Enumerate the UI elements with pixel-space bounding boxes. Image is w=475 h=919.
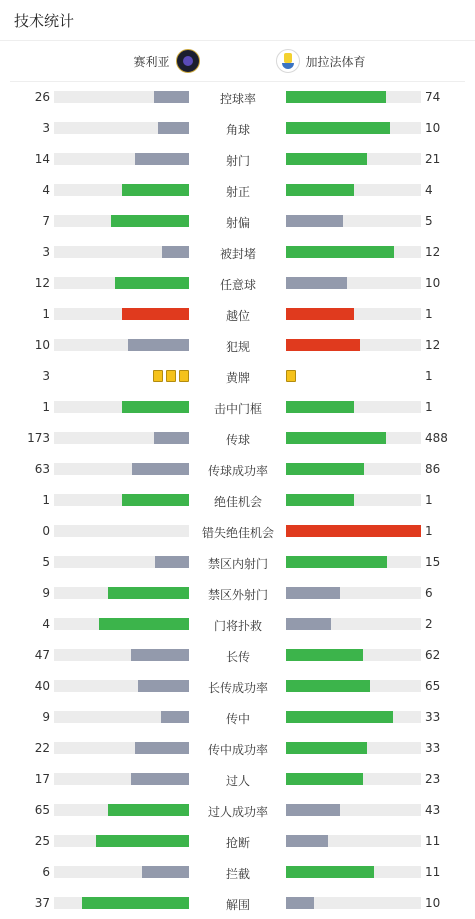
stat-row	[0, 268, 475, 299]
home-stat-value: 5	[42, 555, 50, 569]
home-stat-bar	[54, 742, 189, 754]
home-stat-value: 26	[34, 90, 50, 104]
home-stat-bar	[54, 494, 189, 506]
stat-row	[0, 82, 475, 113]
stat-label: 角球	[225, 123, 250, 137]
stat-row	[0, 330, 475, 361]
home-stat-bar-fill	[142, 866, 189, 878]
away-stat-bar-fill	[286, 866, 374, 878]
home-stat-value: 173	[27, 431, 50, 445]
home-stat-value: 4	[42, 183, 50, 197]
home-stat-bar	[54, 308, 189, 320]
home-stat-value: 65	[34, 803, 50, 817]
stat-label: 解围	[225, 898, 250, 912]
away-stat-value: 23	[425, 772, 441, 786]
home-stat-bar-fill	[96, 835, 189, 847]
away-yellow-cards	[286, 370, 296, 382]
away-stat-value: 10	[425, 276, 441, 290]
away-stat-bar	[286, 246, 421, 258]
home-stat-bar-fill	[131, 649, 189, 661]
away-stat-bar-fill	[286, 308, 354, 320]
home-stat-value: 12	[34, 276, 50, 290]
stat-row	[0, 237, 475, 268]
stat-row	[0, 361, 475, 392]
home-stat-bar	[54, 525, 189, 537]
away-stat-value: 1	[425, 369, 433, 383]
away-stat-bar	[286, 587, 421, 599]
home-stat-bar-fill	[122, 494, 190, 506]
away-stat-value: 86	[425, 462, 441, 476]
home-team[interactable]	[10, 49, 250, 73]
home-stat-bar	[54, 866, 189, 878]
away-stat-bar	[286, 401, 421, 413]
away-stat-value: 33	[425, 710, 441, 724]
away-stat-bar	[286, 122, 421, 134]
stat-row	[0, 547, 475, 578]
away-stat-bar	[286, 184, 421, 196]
away-stat-bar	[286, 618, 421, 630]
home-stat-value: 63	[34, 462, 50, 476]
away-stat-bar	[286, 91, 421, 103]
stat-label: 绝佳机会	[213, 495, 262, 509]
stat-label: 禁区外射门	[207, 588, 268, 602]
yellow-card-icon	[179, 370, 189, 382]
away-stat-bar-fill	[286, 773, 363, 785]
home-stat-bar-fill	[154, 91, 189, 103]
stat-label: 射正	[225, 185, 250, 199]
home-stat-bar-fill	[108, 587, 189, 599]
home-stat-bar	[54, 463, 189, 475]
home-stat-bar	[54, 122, 189, 134]
home-stat-bar	[54, 91, 189, 103]
away-stat-bar	[286, 742, 421, 754]
home-stat-bar-fill	[82, 897, 189, 909]
away-stat-bar	[286, 804, 421, 816]
stat-label: 传中	[225, 712, 250, 726]
home-stat-bar-fill	[138, 680, 189, 692]
away-stat-bar-fill	[286, 277, 347, 289]
away-team[interactable]	[250, 49, 466, 73]
home-stat-bar-fill	[158, 122, 189, 134]
away-stat-bar	[286, 215, 421, 227]
stat-label: 犯规	[225, 340, 250, 354]
away-stat-value: 33	[425, 741, 441, 755]
away-stat-bar-fill	[286, 246, 394, 258]
away-stat-bar	[286, 835, 421, 847]
away-stat-bar	[286, 153, 421, 165]
home-stat-value: 4	[42, 617, 50, 631]
away-stat-bar	[286, 463, 421, 475]
home-stat-value: 10	[34, 338, 50, 352]
home-stat-bar	[54, 556, 189, 568]
away-stat-bar-fill	[286, 742, 367, 754]
stat-row	[0, 609, 475, 640]
away-stat-value: 488	[425, 431, 448, 445]
away-stat-value: 11	[425, 834, 441, 848]
home-stat-value: 1	[42, 493, 50, 507]
home-stat-bar	[54, 680, 189, 692]
home-stat-bar	[54, 711, 189, 723]
stat-row	[0, 144, 475, 175]
stat-label: 长传	[225, 650, 250, 664]
stat-label: 黄牌	[225, 371, 250, 385]
stat-label: 长传成功率	[207, 681, 268, 695]
away-stat-value: 62	[425, 648, 441, 662]
away-stat-bar-fill	[286, 432, 386, 444]
away-stat-value: 5	[425, 214, 433, 228]
away-stat-bar-fill	[286, 525, 421, 537]
stat-row	[0, 764, 475, 795]
away-stat-bar-fill	[286, 680, 370, 692]
stat-label: 控球率	[219, 92, 256, 106]
stat-label: 射门	[225, 154, 250, 168]
stat-label: 禁区内射门	[207, 557, 268, 571]
home-stat-bar	[54, 618, 189, 630]
away-stat-value: 6	[425, 586, 433, 600]
stat-label: 抢断	[225, 836, 250, 850]
stat-label: 射偏	[225, 216, 250, 230]
away-stat-bar-fill	[286, 835, 328, 847]
home-stat-bar	[54, 153, 189, 165]
teams-bar	[10, 41, 465, 82]
stat-label: 过人成功率	[207, 805, 268, 819]
home-stat-value: 9	[42, 710, 50, 724]
home-stat-bar	[54, 835, 189, 847]
away-team-crest-icon	[276, 49, 300, 73]
home-stat-value: 22	[34, 741, 50, 755]
home-stat-bar	[54, 339, 189, 351]
away-team-name: 加拉法体育	[305, 54, 366, 69]
away-stat-bar-fill	[286, 122, 390, 134]
home-stat-bar	[54, 246, 189, 258]
home-stat-value: 3	[42, 369, 50, 383]
home-stat-bar	[54, 649, 189, 661]
away-stat-bar	[286, 525, 421, 537]
stat-label: 传球成功率	[207, 464, 268, 478]
home-stat-bar-fill	[162, 246, 189, 258]
stat-row	[0, 888, 475, 919]
home-stat-bar-fill	[135, 153, 189, 165]
home-stat-value: 3	[42, 245, 50, 259]
home-stat-bar-fill	[135, 742, 189, 754]
home-stat-bar	[54, 432, 189, 444]
home-stat-bar-fill	[155, 556, 189, 568]
home-stat-value: 7	[42, 214, 50, 228]
stat-row	[0, 733, 475, 764]
stat-row	[0, 392, 475, 423]
away-stat-value: 21	[425, 152, 441, 166]
stat-row	[0, 516, 475, 547]
stat-row	[0, 299, 475, 330]
home-stat-bar-fill	[122, 184, 190, 196]
away-stat-bar-fill	[286, 587, 340, 599]
home-stat-bar	[54, 897, 189, 909]
home-stat-bar-fill	[128, 339, 189, 351]
home-stat-bar	[54, 773, 189, 785]
away-stat-value: 4	[425, 183, 433, 197]
away-stat-value: 1	[425, 493, 433, 507]
stat-label: 任意球	[219, 278, 256, 292]
home-stat-value: 0	[42, 524, 50, 538]
stats-header	[0, 0, 475, 41]
away-stat-value: 11	[425, 865, 441, 879]
away-stat-bar	[286, 680, 421, 692]
away-stat-bar	[286, 866, 421, 878]
stat-label: 击中门框	[213, 402, 262, 416]
away-stat-value: 43	[425, 803, 441, 817]
away-stat-value: 1	[425, 307, 433, 321]
home-stat-bar-fill	[154, 432, 189, 444]
stats-list	[0, 82, 475, 919]
stat-row	[0, 206, 475, 237]
stat-row	[0, 485, 475, 516]
stat-label: 被封堵	[219, 247, 256, 261]
home-stat-value: 47	[34, 648, 50, 662]
stat-label: 错失绝佳机会	[201, 526, 274, 540]
away-stat-bar	[286, 773, 421, 785]
away-stat-bar	[286, 432, 421, 444]
home-yellow-cards	[153, 370, 189, 382]
stat-row	[0, 454, 475, 485]
home-stat-bar-fill	[115, 277, 189, 289]
away-stat-bar	[286, 711, 421, 723]
away-stat-bar-fill	[286, 556, 387, 568]
away-stat-bar-fill	[286, 618, 331, 630]
home-stat-value: 25	[34, 834, 50, 848]
away-stat-value: 2	[425, 617, 433, 631]
home-stat-bar-fill	[99, 618, 189, 630]
yellow-card-icon	[286, 370, 296, 382]
away-stat-bar-fill	[286, 897, 314, 909]
away-stat-value: 1	[425, 400, 433, 414]
away-stat-value: 10	[425, 896, 441, 910]
away-stat-bar	[286, 339, 421, 351]
stat-row	[0, 795, 475, 826]
away-stat-bar-fill	[286, 401, 354, 413]
stat-label: 拦截	[225, 867, 250, 881]
away-stat-bar-fill	[286, 711, 393, 723]
stat-label: 过人	[225, 774, 250, 788]
home-stat-bar-fill	[132, 463, 189, 475]
stat-row	[0, 702, 475, 733]
stat-row	[0, 826, 475, 857]
home-stat-value: 6	[42, 865, 50, 879]
home-stat-value: 9	[42, 586, 50, 600]
home-stat-bar	[54, 184, 189, 196]
stat-label: 越位	[225, 309, 250, 323]
home-stat-value: 3	[42, 121, 50, 135]
away-stat-bar-fill	[286, 494, 354, 506]
home-stat-bar	[54, 804, 189, 816]
away-stat-bar	[286, 897, 421, 909]
home-stat-bar-fill	[108, 804, 189, 816]
yellow-card-icon	[153, 370, 163, 382]
stat-label: 门将扑救	[213, 619, 262, 633]
stat-row	[0, 578, 475, 609]
home-stat-value: 1	[42, 307, 50, 321]
home-stat-value: 14	[34, 152, 50, 166]
stat-row	[0, 857, 475, 888]
stat-row	[0, 113, 475, 144]
home-stat-bar-fill	[161, 711, 189, 723]
home-stat-bar	[54, 587, 189, 599]
away-stat-bar-fill	[286, 215, 343, 227]
stat-row	[0, 671, 475, 702]
home-stat-bar-fill	[122, 308, 190, 320]
stat-row	[0, 423, 475, 454]
stat-row	[0, 640, 475, 671]
away-stat-bar	[286, 494, 421, 506]
stat-label: 传球	[225, 433, 250, 447]
home-stat-bar	[54, 215, 189, 227]
home-team-name: 赛利亚	[133, 54, 170, 69]
away-stat-bar	[286, 556, 421, 568]
away-stat-bar-fill	[286, 463, 364, 475]
away-stat-value: 12	[425, 338, 441, 352]
away-stat-bar-fill	[286, 804, 340, 816]
away-stat-bar-fill	[286, 153, 367, 165]
away-stat-bar-fill	[286, 91, 386, 103]
home-stat-value: 17	[34, 772, 50, 786]
away-stat-value: 74	[425, 90, 441, 104]
stat-row	[0, 175, 475, 206]
away-stat-bar	[286, 308, 421, 320]
away-stat-value: 1	[425, 524, 433, 538]
away-stat-bar-fill	[286, 649, 363, 661]
stat-label: 传中成功率	[207, 743, 268, 757]
home-stat-bar-fill	[131, 773, 189, 785]
away-stat-bar-fill	[286, 184, 354, 196]
away-stat-bar-fill	[286, 339, 360, 351]
away-stat-value: 10	[425, 121, 441, 135]
away-stat-value: 65	[425, 679, 441, 693]
home-stat-bar	[54, 401, 189, 413]
home-stat-bar	[54, 277, 189, 289]
yellow-card-icon	[166, 370, 176, 382]
home-stat-value: 37	[34, 896, 50, 910]
away-stat-value: 15	[425, 555, 441, 569]
home-team-crest-icon	[176, 49, 200, 73]
home-stat-value: 1	[42, 400, 50, 414]
away-stat-bar	[286, 277, 421, 289]
page-title: 技术统计	[14, 11, 75, 30]
home-stat-value: 40	[34, 679, 50, 693]
away-stat-bar	[286, 649, 421, 661]
away-stat-value: 12	[425, 245, 441, 259]
home-stat-bar-fill	[122, 401, 190, 413]
home-stat-bar-fill	[111, 215, 189, 227]
